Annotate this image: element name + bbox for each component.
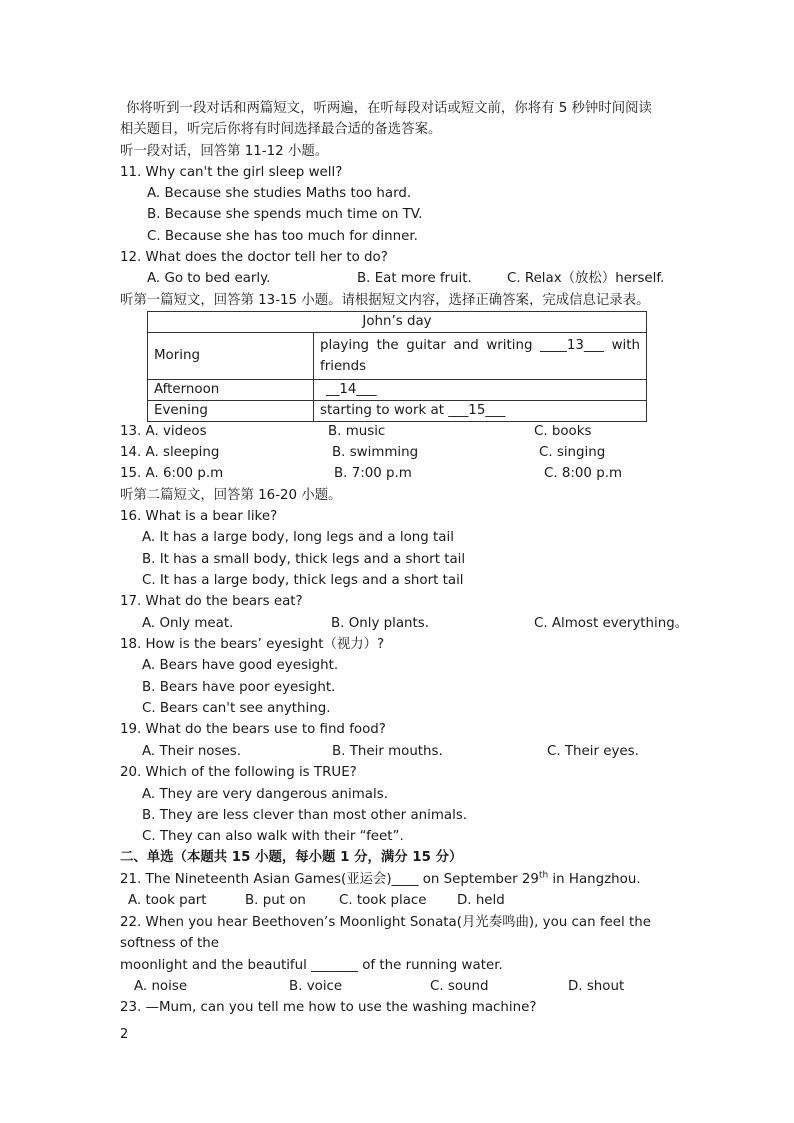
table-row (148, 401, 647, 422)
q22-option-a: A. noise (134, 979, 188, 994)
q21-question (120, 871, 641, 889)
q15-option-c: C. 8:00 p.m (544, 466, 622, 481)
table-row-value: playing the guitar and writing ____13___ with friends (314, 333, 647, 380)
table-row-label: Evening (148, 401, 314, 422)
q22-line-2: softness of the (120, 936, 219, 951)
q16-option-a: A. It has a large body, long legs and a long tail (142, 530, 454, 545)
q18-option-c: C. Bears can't see anything. (142, 701, 331, 716)
q11-option-c: C. Because she has too much for dinner. (147, 229, 418, 244)
intro-line-1: 你将听到一段对话和两篇短文，听两遍，在听每段对话或短文前，你将有 5 秒钟时间阅读 (126, 101, 652, 116)
q17-question: 17. What do the bears eat? (120, 594, 303, 609)
q11-option-a: A. Because she studies Maths too hard. (147, 186, 412, 201)
table-title-row (148, 312, 647, 333)
q15-option-a: 15. A. 6:00 p.m (120, 466, 224, 481)
q22-option-d: D. shout (568, 979, 625, 994)
q14-option-a: 14. A. sleeping (120, 445, 220, 460)
q21-option-c: C. took place (339, 893, 427, 908)
table-row-label: Afternoon (148, 380, 314, 401)
q17-option-a: A. Only meat. (142, 616, 234, 631)
q14-option-c: C. singing (539, 445, 606, 460)
q12-question: 12. What does the doctor tell her to do? (120, 250, 388, 265)
q13-option-a: 13. A. videos (120, 424, 207, 439)
q19-option-b: B. Their mouths. (332, 744, 443, 759)
table-row (148, 380, 647, 401)
q15-option-b: B. 7:00 p.m (334, 466, 412, 481)
table-row-value: starting to work at ___15___ (314, 401, 647, 422)
q20-option-b: B. They are less clever than most other animals. (142, 808, 468, 823)
q14-option-b: B. swimming (332, 445, 419, 460)
section2-header: 二、单选（本题共 15 小题，每小题 1 分，满分 15 分） (120, 850, 463, 865)
q16-option-c: C. It has a large body, thick legs and a short tail (142, 573, 464, 588)
passage1-header: 听第一篇短文，回答第 13-15 小题。请根据短文内容，选择正确答案，完成信息记录表。 (120, 293, 650, 308)
q22-option-b: B. voice (289, 979, 343, 994)
q12-option-a: A. Go to bed early. (147, 271, 271, 286)
q20-option-c: C. They can also walk with their “feet”. (142, 829, 404, 844)
q16-question: 16. What is a bear like? (120, 509, 278, 524)
q21-option-d: D. held (457, 893, 505, 908)
q23-question: 23. —Mum, can you tell me how to use the washing machine? (120, 1000, 537, 1015)
q21-option-a: A. took part (128, 893, 207, 908)
q11-option-b: B. Because she spends much time on TV. (147, 207, 423, 222)
q18-option-b: B. Bears have poor eyesight. (142, 680, 336, 695)
table-row-value (314, 380, 647, 401)
q22-option-c: C. sound (430, 979, 489, 994)
q20-option-a: A. They are very dangerous animals. (142, 787, 388, 802)
intro-line-2: 相关题目，听完后你将有时间选择最合适的备选答案。 (120, 122, 442, 137)
q16-option-b: B. It has a small body, thick legs and a short tail (142, 552, 466, 567)
johns-day-table (147, 311, 647, 422)
dialog-header: 听一段对话，回答第 11-12 小题。 (120, 144, 329, 159)
q17-option-c: C. Almost everything。 (534, 616, 689, 631)
q21-option-b: B. put on (245, 893, 306, 908)
q19-question: 19. What do the bears use to find food? (120, 722, 386, 737)
blank-14: __14___ (326, 382, 377, 397)
q19-option-a: A. Their noses. (142, 744, 241, 759)
q12-option-c: C. Relax（放松）herself. (507, 271, 665, 286)
table-row (148, 333, 647, 380)
q13-option-b: B. music (328, 424, 386, 439)
q21-question-text: 21. The Nineteenth Asian Games(亚运会)____ on September 29 (120, 872, 539, 887)
q13-option-c: C. books (534, 424, 592, 439)
q20-question: 20. Which of the following is TRUE? (120, 765, 357, 780)
table-title: John’s day (148, 312, 647, 333)
table-row-label: Moring (148, 333, 314, 380)
q17-option-b: B. Only plants. (331, 616, 430, 631)
q22-line-3: moonlight and the beautiful _______ of the running water. (120, 958, 503, 973)
q22-line-1: 22. When you hear Beethoven’s Moonlight Sonata(月光奏鸣曲), you can feel the (120, 915, 651, 930)
passage2-header: 听第二篇短文，回答第 16-20 小题。 (120, 488, 342, 503)
q18-option-a: A. Bears have good eyesight. (142, 658, 339, 673)
q19-option-c: C. Their eyes. (547, 744, 639, 759)
page-number: 2 (120, 1027, 129, 1042)
q12-option-b: B. Eat more fruit. (357, 271, 472, 286)
q21-question-sup: th (538, 870, 549, 881)
q21-question-tail: in Hangzhou. (548, 872, 641, 887)
q18-question: 18. How is the bears’ eyesight（视力）? (120, 637, 385, 652)
q11-question: 11. Why can't the girl sleep well? (120, 165, 343, 180)
